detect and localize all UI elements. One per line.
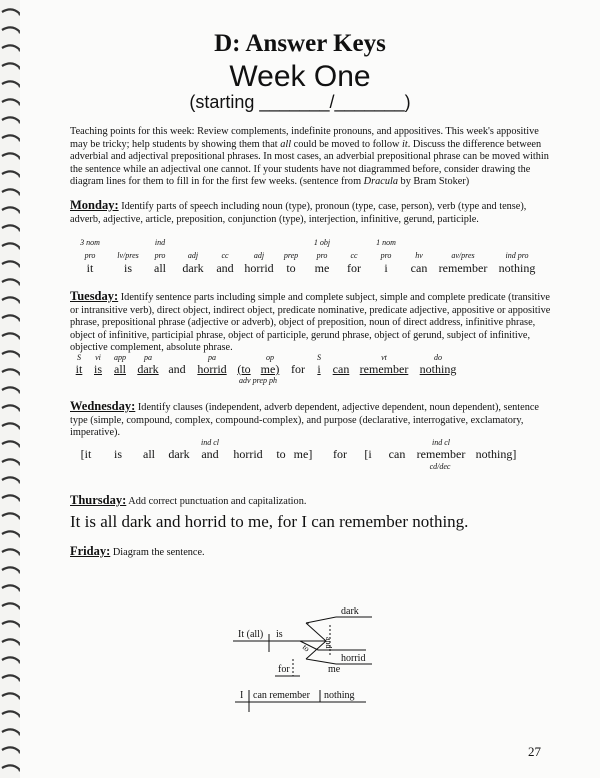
monday-tag-pos: pro: [316, 251, 328, 260]
wednesday-word: me]: [293, 447, 313, 461]
monday-word: i: [384, 261, 388, 275]
tuesday-tag: S: [317, 353, 321, 362]
monday-word: horrid: [244, 261, 274, 275]
wednesday-word: all: [143, 447, 155, 461]
wednesday-word: [it: [80, 447, 92, 461]
wednesday-word: for: [333, 447, 347, 461]
tuesday-word: all: [114, 362, 126, 376]
diagram-link: for: [278, 664, 290, 675]
monday-word: dark: [182, 261, 204, 275]
monday-tag-pos: prep: [283, 251, 299, 260]
wednesday-word: can: [388, 447, 406, 461]
monday-tag-top: ind: [154, 238, 166, 247]
monday-tag-top: 1 obj: [313, 238, 331, 247]
monday-word: me: [314, 261, 330, 275]
monday-tag-pos: av/pres: [451, 251, 475, 260]
page-title: D: Answer Keys: [214, 30, 386, 57]
monday-tag-top: 1 nom: [376, 238, 396, 247]
tuesday-word: i: [317, 362, 321, 376]
monday-word: all: [154, 261, 166, 275]
tuesday-tag: pa: [208, 353, 216, 362]
monday-word: and: [216, 261, 234, 275]
teaching-points: Teaching points for this week: Review complements, indefinite pronouns, and appositives. This week's appositive may be tricky; help students by showing them that all could be moved to follow it. Discuss the difference between adverbial and adjectival prepositional phrases. In most cases, an adverbial prepositional phrase can be moved within the sentence while an adjectival one cannot. If your students have not diagrammed before, consider drawing the diagram lines for them to fill in for the first few weeks. (sentence from Dracula by Bram Stoker): [70, 126, 549, 187]
diagram-pa1: dark: [341, 606, 359, 617]
wednesday-word: remember: [416, 447, 466, 461]
monday-word: remember: [438, 261, 488, 275]
corrected-sentence: It is all dark and horrid to me, for I can remember nothing.: [70, 512, 469, 531]
diagram-verb1: is: [276, 629, 283, 640]
tuesday-tag: do: [434, 353, 442, 362]
tuesday-word: nothing: [419, 362, 457, 376]
monday-tag-top: 3 nom: [80, 238, 100, 247]
tuesday-word: me): [260, 362, 280, 376]
monday-word: is: [123, 261, 133, 275]
tuesday-tag: S: [77, 353, 81, 362]
monday-word: nothing: [498, 261, 536, 275]
diagram-obj2: nothing: [324, 690, 355, 701]
tuesday-word: horrid: [197, 362, 227, 376]
wednesday-instructions: Identify clauses (independent, adverb dependent, adjective dependent, noun dependent), sentence type (simple, compound, complex, compound-complex), and purpose (declarative, interrogative, exclamatory, imperative).: [70, 402, 540, 438]
monday-tag-pos: adj: [187, 251, 199, 260]
monday-word: to: [286, 261, 296, 275]
monday-word: it: [86, 261, 94, 275]
tuesday-word: can: [332, 362, 350, 376]
wednesday-word: nothing]: [475, 447, 517, 461]
monday-tag-pos: pro: [154, 251, 166, 260]
monday-tag-pos: ind pro: [505, 251, 529, 260]
monday-word: can: [410, 261, 428, 275]
monday-instructions: Identify parts of speech including noun (type), pronoun (type, case, person), verb (type and tense), adverb, adjective, article, preposition, conjunction (type), interjection, infinitive, gerund, participle.: [70, 201, 527, 225]
monday-label: Monday:: [70, 198, 119, 212]
monday-tag-pos: cc: [350, 251, 358, 260]
page-number: 27: [528, 744, 541, 759]
tuesday-word: remember: [359, 362, 409, 376]
wednesday-tag: ind cl: [201, 438, 219, 447]
diagram-pa1-stub: [306, 617, 336, 623]
monday-tag-pos: pro: [380, 251, 392, 260]
wednesday-word: horrid: [233, 447, 263, 461]
thursday-instructions: Add correct punctuation and capitalization.: [126, 496, 307, 507]
tuesday-tag: op: [266, 353, 274, 362]
monday-tag-pos: lv/pres: [117, 251, 139, 260]
wednesday-word: and: [201, 447, 219, 461]
diagram-subject2: I: [240, 690, 244, 701]
wednesday-word: to: [276, 447, 286, 461]
wednesday-label: Wednesday:: [70, 399, 136, 413]
diagram-obj: me: [328, 664, 341, 675]
friday-label: Friday:: [70, 544, 111, 558]
wednesday-word: dark: [168, 447, 190, 461]
tuesday-word: and: [168, 362, 186, 376]
diagram-conj: and: [324, 637, 333, 649]
tuesday-tag: vi: [95, 353, 101, 362]
monday-word: for: [347, 261, 361, 275]
tuesday-tag: app: [114, 353, 126, 362]
starting-date-blank: (starting _______/_______): [189, 92, 411, 112]
wednesday-word: [i: [364, 447, 372, 461]
monday-tag-pos: hv: [415, 251, 423, 260]
week-heading: Week One: [229, 60, 371, 93]
tuesday-below-tag: adv prep ph: [239, 376, 277, 385]
monday-tag-pos: pro: [84, 251, 96, 260]
wednesday-below-tag: cd/dec: [429, 462, 451, 471]
tuesday-word: (to: [237, 362, 251, 376]
wednesday-tag: ind cl: [432, 438, 450, 447]
tuesday-word: it: [75, 362, 83, 376]
diagram-verb2: can remember: [253, 690, 310, 701]
diagram-pa-branch-upper: [306, 623, 326, 641]
tuesday-word: is: [93, 362, 103, 376]
diagram-pa2: horrid: [341, 653, 366, 664]
monday-tag-pos: cc: [221, 251, 229, 260]
tuesday-tag: pa: [144, 353, 152, 362]
thursday-label: Thursday:: [70, 493, 127, 507]
tuesday-word: dark: [137, 362, 159, 376]
diagram-prep: to: [300, 642, 312, 654]
monday-tag-pos: adj: [253, 251, 265, 260]
diagram-subject1: It (all): [238, 629, 264, 640]
tuesday-word: for: [291, 362, 305, 376]
tuesday-instructions: Identify sentence parts including simple and complete subject, simple and complete predicate (transitive or intransitive verb), direct object, indirect object, predicate nominative, predicate adjective, appositive or appositive phrase, prepositional phrase (adjective or adverb), object of preposition, noun of direct address, infinitive phrase, object of infinitive, participial phrase, object of participle, gerund phrase, object of gerund, subject of infinitive, objective complement, absolute phrase.: [70, 292, 551, 353]
tuesday-label: Tuesday:: [70, 289, 119, 303]
wednesday-word: is: [113, 447, 123, 461]
friday-instructions: Diagram the sentence.: [110, 547, 205, 558]
tuesday-tag: vt: [381, 353, 387, 362]
